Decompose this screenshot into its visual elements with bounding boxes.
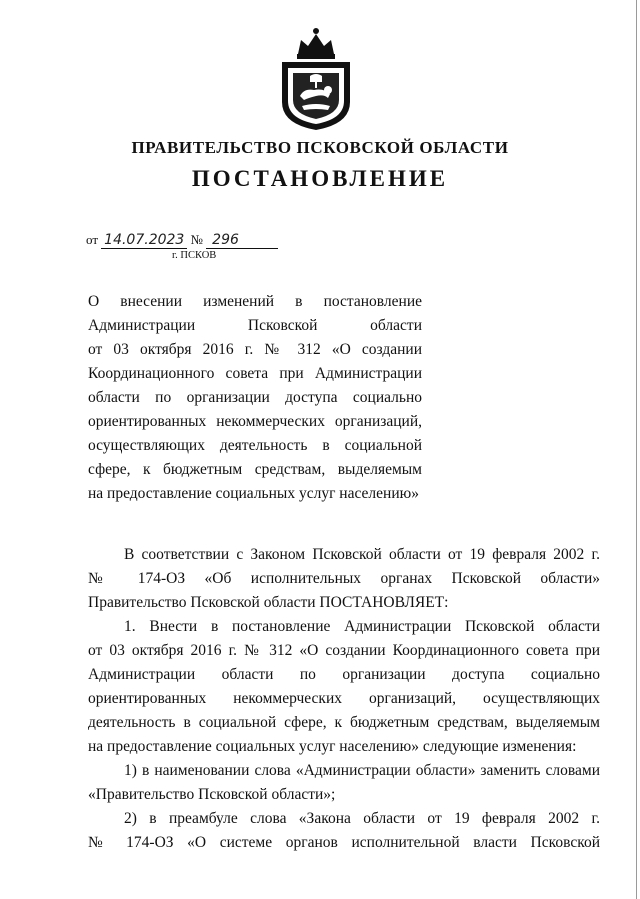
body-line: 1. Внести в постановление Администрации Псковской области: [124, 618, 600, 635]
body-line: деятельность в социальной сфере, к бюджетным средствам, выделяемым: [88, 714, 600, 731]
subject-line: на предоставление социальных услуг населению»: [88, 485, 419, 502]
organization-title: ПРАВИТЕЛЬСТВО ПСКОВСКОЙ ОБЛАСТИ: [131, 138, 509, 157]
body-line: Правительство Псковской области ПОСТАНОВЛЯЕТ:: [88, 594, 449, 611]
body-line: от 03 октября 2016 г. № 312 «О создании Координационного совета при: [88, 642, 600, 659]
body-line: ориентированных некоммерческих организаций, осуществляющих: [88, 690, 600, 707]
subject-line: осуществляющих деятельность в социальной: [88, 437, 422, 454]
body-line: № 174-ОЗ «Об исполнительных органах Псковской области»: [88, 570, 600, 587]
pskov-coat-of-arms-icon: [268, 24, 364, 132]
document-date: 14.07.2023: [101, 233, 187, 249]
body-line: на предоставление социальных услуг населению» следующие изменения:: [88, 738, 577, 755]
body-line: № 174-ОЗ «О системе органов исполнительной власти Псковской: [88, 834, 600, 851]
document-number: 296: [206, 233, 278, 249]
body-line: 2) в преамбуле слова «Закона области от 19 февраля 2002 г.: [124, 810, 600, 827]
body-line: «Правительство Псковской области»;: [88, 786, 336, 803]
city-label: г. ПСКОВ: [172, 250, 217, 261]
date-number-line: [86, 232, 278, 249]
number-sign: №: [190, 232, 203, 247]
body-line: Администрации области по организации доступа социально: [88, 666, 600, 683]
document-subject: [88, 290, 422, 506]
subject-line: области по организации доступа социально: [88, 389, 422, 406]
subject-line: сфере, к бюджетным средствам, выделяемым: [88, 461, 422, 478]
subject-line: ориентированных некоммерческих организаций,: [88, 413, 422, 430]
subject-line: Координационного совета при Администрации: [88, 365, 422, 382]
subject-line: Администрации Псковской области: [88, 317, 422, 334]
document-body: [88, 543, 600, 855]
body-line: В соответствии с Законом Псковской области от 19 февраля 2002 г.: [124, 546, 600, 563]
from-prefix: от: [86, 232, 99, 247]
body-line: 1) в наименовании слова «Администрации области» заменить словами: [124, 762, 600, 779]
subject-line: О внесении изменений в постановление: [88, 293, 422, 310]
document-type-title: ПОСТАНОВЛЕНИЕ: [191, 166, 449, 191]
subject-line: от 03 октября 2016 г. № 312 «О создании: [88, 341, 422, 358]
page-edge: [636, 0, 637, 899]
